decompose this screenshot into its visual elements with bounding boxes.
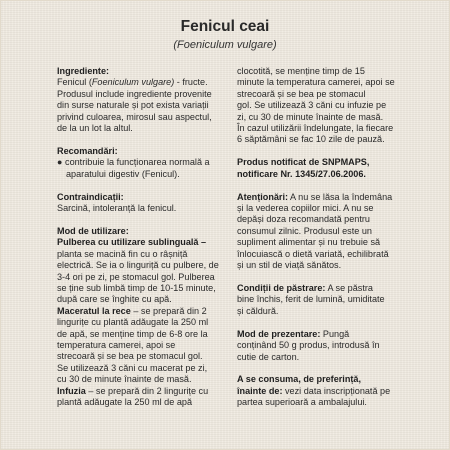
warnings-text: și la vederea copiilor mici. A nu se — [237, 203, 374, 214]
best-before-heading: A se consuma, de preferință, — [237, 374, 361, 385]
product-latin-name: (Foeniculum vulgare) — [173, 39, 277, 51]
usage-text: Se utilizează 3 căni cu macerat pe zi, — [57, 362, 208, 373]
usage-text: se ține sub limbă timp de 10-15 minute, — [57, 283, 216, 293]
warnings-text: depăși doza recomandată pentru — [237, 214, 370, 225]
warnings-text: consumul zilnic. Produsul este un — [237, 225, 372, 236]
warnings-text: Atenționări: A nu se lăsa la îndemâna — [237, 191, 393, 202]
warnings-text: înlocuiască o dietă variată, echilibrată — [237, 248, 389, 259]
warnings-text: și un stil de viață sănătos. — [237, 260, 342, 271]
notification-text: notificare Nr. 1345/27.06.2006. — [237, 168, 366, 179]
notification-text: Produs notificat de SNPMAPS, — [237, 157, 370, 168]
recommendations-text: aparatului digestiv (Fenicul). — [66, 168, 180, 179]
usage-text: temperatura camerei, apoi se — [57, 340, 176, 351]
ingredients-text: de la un lot la altul. — [57, 123, 133, 134]
usage-text: În cazul utilizării îndelungate, la fiecare — [237, 123, 394, 134]
usage-text: de apă, se menține timp de 6-8 ore la — [57, 328, 208, 339]
left-column — [57, 66, 245, 408]
ingredients-text: din surse naturale și pot exista variații — [57, 100, 209, 111]
right-column — [237, 66, 402, 409]
usage-text: cu 30 de minute înainte de masă. — [57, 374, 192, 385]
ingredients-text: privind culoarea, mirosul sau aspectul, — [57, 111, 212, 122]
usage-text: zi, cu 30 de minute înainte de masă. — [237, 111, 384, 122]
packaging-text: conținând 50 g produs, introdusă în — [237, 340, 380, 351]
usage-text: minute la temperatura camerei, apoi se — [237, 77, 395, 88]
usage-text: 6 săptămâni se fac 10 zile de pauză. — [237, 134, 385, 145]
ingredients-heading: Ingrediente: — [57, 66, 110, 76]
packaging-text: cutie de carton. — [237, 351, 300, 362]
storage-text: bine închis, ferit de lumină, umiditate — [237, 294, 385, 305]
usage-text: clocotită, se menține timp de 15 — [237, 66, 365, 76]
recommendations-text: ● contribuie la funcționarea normală a — [57, 157, 210, 168]
contraindications-heading: Contraindicații: — [57, 191, 124, 202]
infusion-text: Infuzia – se prepară din 2 lingurițe cu — [57, 385, 209, 396]
usage-text: după care se înghite cu apă. — [57, 294, 172, 305]
usage-text: lingurițe cu plantă adăugate la 250 ml — [57, 317, 209, 328]
usage-text: plantă adăugate la 250 ml de apă — [57, 397, 192, 408]
powder-heading: Pulberea cu utilizare sublinguală – — [57, 237, 207, 248]
usage-text: strecoară și se bea pe stomacul — [237, 88, 366, 99]
packaging-text: Mod de prezentare: Pungă — [237, 328, 350, 339]
usage-text: strecoară și se bea pe stomacul gol. — [57, 351, 203, 362]
storage-text: Condiții de păstrare: A se păstra — [237, 283, 373, 293]
usage-text: 3-4 ori pe zi, pe stomacul gol. Pulberea — [57, 271, 215, 282]
storage-text: și căldură. — [237, 305, 279, 316]
best-before-text: înainte de: vezi data inscripționată pe — [237, 385, 391, 396]
recommendations-heading: Recomandări: — [57, 145, 118, 156]
usage-text: planta se macină fin cu o râșniță — [57, 248, 188, 259]
macerate-text: Maceratul la rece – se prepară din 2 — [57, 305, 207, 316]
product-title: Fenicul ceai — [180, 18, 270, 35]
usage-heading: Mod de utilizare: — [57, 225, 129, 236]
usage-text: gol. Se utilizează 3 căni cu infuzie pe — [237, 100, 387, 111]
warnings-text: supliment alimentar și nu trebuie să — [237, 237, 381, 248]
best-before-text: partea superioară a ambalajului. — [237, 397, 367, 408]
ingredients-text: Fenicul (Foeniculum vulgare) - fructe. — [57, 77, 208, 88]
usage-text: electrică. Se ia o linguriță cu pulbere, de — [57, 260, 219, 271]
ingredients-text: Produsul include ingrediente provenite — [57, 88, 212, 99]
contraindications-text: Sarcină, intoleranță la fenicul. — [57, 203, 177, 214]
